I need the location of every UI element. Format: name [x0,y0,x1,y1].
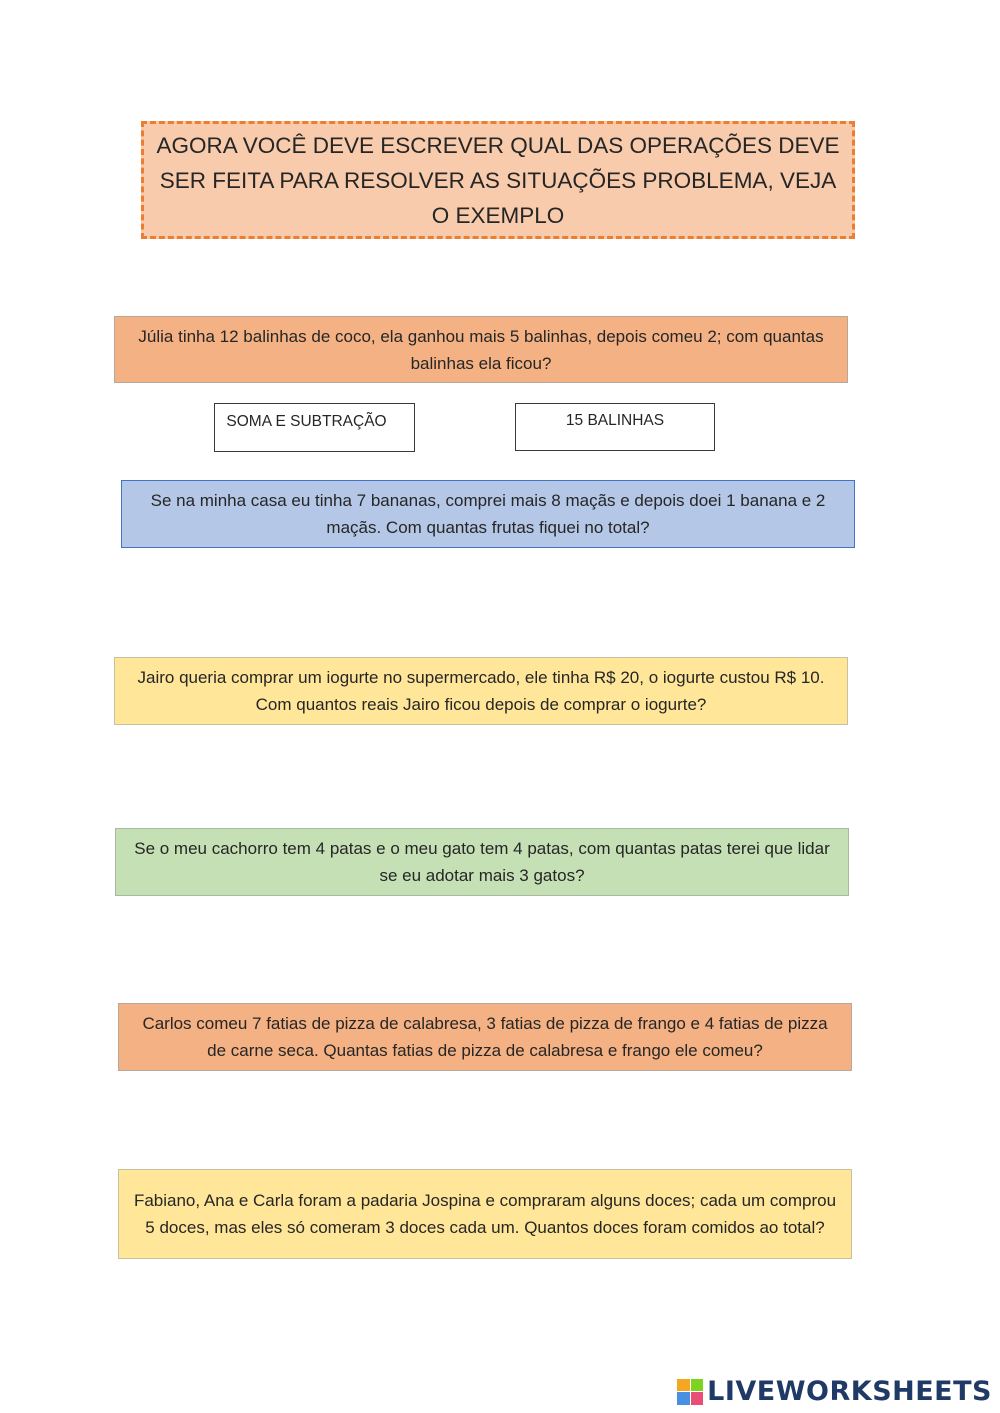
problem-3-box [114,657,848,725]
problem-4-text: Se o meu cachorro tem 4 patas e o meu gato tem 4 patas, com quantas patas terei que lidar se eu adotar mais 3 gatos? [134,839,830,885]
problem-1-box [114,316,848,383]
problem-2-box [121,480,855,548]
problem-5-text: Carlos comeu 7 fatias de pizza de calabresa, 3 fatias de pizza de frango e 4 fatias de pizza de carne seca. Quantas fatias de pizza de calabresa e frango ele comeu? [142,1014,828,1060]
problem-2-text: Se na minha casa eu tinha 7 bananas, comprei mais 8 maçãs e depois doei 1 banana e 2 maçãs. Com quantas frutas fiquei no total? [150,491,826,537]
problem-3-text: Jairo queria comprar um iogurte no supermercado, ele tinha R$ 20, o iogurte custou R$ 10. Com quantos reais Jairo ficou depois de comprar o iogurte? [137,668,825,714]
instructions-text: AGORA VOCÊ DEVE ESCREVER QUAL DAS OPERAÇÕES DEVE SER FEITA PARA RESOLVER AS SITUAÇÕES PROBLEMA, VEJA O EXEMPLO [156,132,840,228]
liveworksheets-mark-icon [677,1379,703,1405]
logo-text: LIVEWORKSHEETS [707,1376,992,1407]
problem-5-box [118,1003,852,1071]
example-result-box [515,403,715,451]
example-result-text: 15 BALINHAS [565,412,665,429]
problem-1-text: Júlia tinha 12 balinhas de coco, ela ganhou mais 5 balinhas, depois comeu 2; com quantas balinhas ela ficou? [138,326,824,373]
example-operation-text: SOMA E SUBTRAÇÃO [226,413,387,430]
problem-6-text: Fabiano, Ana e Carla foram a padaria Jospina e compraram alguns doces; cada um comprou 5 doces, mas eles só comeram 3 doces cada um. Quantos doces foram comidos ao total? [133,1191,837,1237]
instructions-box [141,121,855,239]
example-operation-box [214,403,415,452]
liveworksheets-logo[interactable] [677,1376,992,1407]
problem-6-box [118,1169,852,1259]
problem-4-box [115,828,849,896]
